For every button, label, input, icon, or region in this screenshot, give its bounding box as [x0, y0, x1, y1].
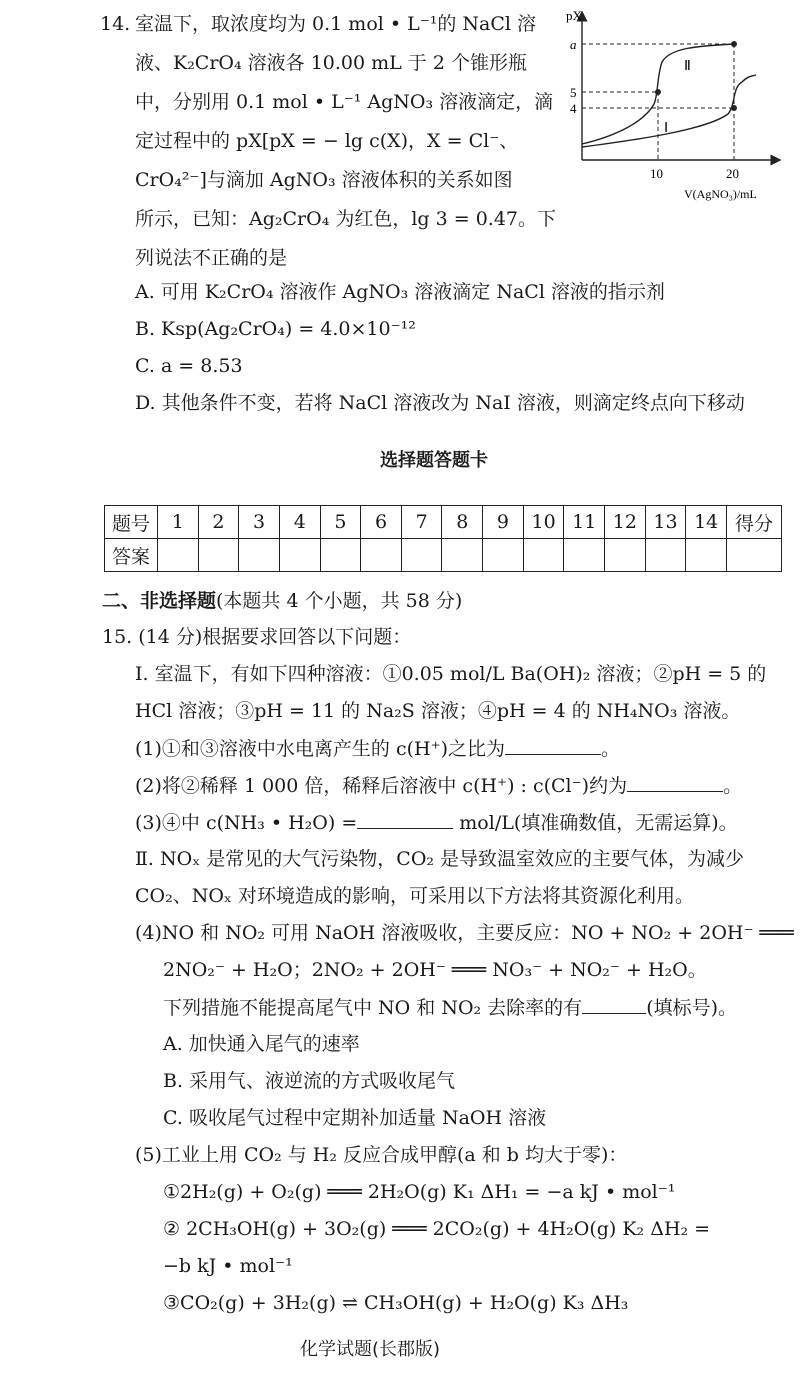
answer-cell-6[interactable] [361, 539, 402, 572]
q14-option-c: C. a = 8.53 [135, 355, 243, 377]
answer-cell-7[interactable] [401, 539, 442, 572]
answer-cell-12[interactable] [605, 539, 646, 572]
col-number-8: 8 [442, 506, 483, 539]
col-number-1: 1 [158, 506, 199, 539]
y-tick-4: 4 [570, 101, 577, 116]
row-header-number: 题号 [105, 506, 158, 539]
section2-heading-line [102, 589, 462, 613]
curve-label-ii: Ⅱ [684, 59, 691, 74]
titration-curve-graph [566, 4, 788, 204]
q15-sub4-line-3 [163, 995, 737, 1020]
q15-sub4-option-a: A. 加快通入尾气的速率 [163, 1033, 360, 1055]
answer-cell-14[interactable] [686, 539, 727, 572]
section2-note: (本题共 4 个小题，共 58 分) [216, 590, 463, 612]
q15-equation-2-line-2: −b kJ • mol⁻¹ [163, 1255, 293, 1277]
q15-sub2-text: (2)将②稀释 1 000 倍，稀释后溶液中 c(H⁺) : c(Cl⁻)约为 [135, 775, 628, 797]
q15-sub3-text: (3)④中 c(NH₃ • H₂O) = [135, 812, 358, 834]
q14-option-b: B. Ksp(Ag₂CrO₄) = 4.0×10⁻¹² [135, 318, 416, 340]
q14-number: 14. [100, 13, 131, 35]
q14-text-line-3: 中，分别用 0.1 mol • L⁻¹ AgNO₃ 溶液滴定，滴 [135, 91, 554, 113]
answer-cell-3[interactable] [239, 539, 280, 572]
x-tick-20: 20 [726, 166, 739, 181]
q15-sub3-end: mol/L(填准确数值，无需运算)。 [453, 812, 738, 834]
point-curve-i-equivalence [731, 105, 737, 111]
page-footer: 化学试题(长郡版) [300, 1339, 441, 1360]
q14-option-a: A. 可用 K₂CrO₄ 溶液作 AgNO₃ 溶液滴定 NaCl 溶液的指示剂 [135, 281, 665, 303]
q15-sub4-text: 下列措施不能提高尾气中 NO 和 NO₂ 去除率的有 [163, 997, 583, 1019]
score-cell[interactable] [727, 539, 782, 572]
answer-cell-2[interactable] [198, 539, 239, 572]
q15-part2-line-2: CO₂、NOₓ 对环境造成的影响，可采用以下方法将其资源化利用。 [135, 885, 695, 907]
q15-part1-line-1: Ⅰ. 室温下，有如下四种溶液：①0.05 mol/L Ba(OH)₂ 溶液；②pH = 5 的 [135, 663, 767, 685]
y-tick-5: 5 [570, 85, 577, 100]
q15-sub2-blank[interactable] [627, 773, 723, 792]
q14-text-line-1: 室温下，取浓度均为 0.1 mol • L⁻¹的 NaCl 溶 [135, 13, 537, 35]
q14-text-line-5: CrO₄²⁻]与滴加 AgNO₃ 溶液体积的关系如图 [135, 169, 513, 191]
answer-cell-1[interactable] [158, 539, 199, 572]
q15-header: 15. (14 分)根据要求回答以下问题： [102, 626, 412, 648]
q15-sub3-blank[interactable] [357, 810, 453, 829]
q14-option-d: D. 其他条件不变，若将 NaCl 溶液改为 NaI 溶液，则滴定终点向下移动 [135, 392, 745, 414]
q15-sub2 [135, 773, 742, 798]
answer-cell-4[interactable] [279, 539, 320, 572]
section2-heading: 二、非选择题 [102, 590, 217, 612]
q15-part1-line-2: HCl 溶液；③pH = 11 的 Na₂S 溶液；④pH = 4 的 NH₄NO₃ 溶液。 [135, 700, 741, 722]
q15-sub1 [135, 736, 620, 761]
q14-text-line-7: 列说法不正确的是 [135, 247, 288, 269]
answer-cell-11[interactable] [564, 539, 605, 572]
point-curve-ii-equivalence [655, 89, 661, 95]
q15-sub4-option-b: B. 采用气、液逆流的方式吸收尾气 [163, 1070, 456, 1092]
answer-cell-10[interactable] [523, 539, 564, 572]
col-number-9: 9 [483, 506, 524, 539]
q15-sub2-end: 。 [723, 775, 743, 797]
curve-label-i: Ⅰ [664, 121, 669, 136]
answer-cell-9[interactable] [483, 539, 524, 572]
q15-sub1-end: 。 [601, 738, 621, 760]
q15-sub1-text: (1)①和③溶液中水电离产生的 c(H⁺)之比为 [135, 738, 506, 760]
x-tick-10: 10 [650, 166, 663, 181]
q15-sub4-line-2: 2NO₂⁻ + H₂O；2NO₂ + 2OH⁻ ═══ NO₃⁻ + NO₂⁻ + H₂O。 [163, 959, 707, 981]
q15-sub4-option-c: C. 吸收尾气过程中定期补加适量 NaOH 溶液 [163, 1107, 547, 1129]
col-number-7: 7 [401, 506, 442, 539]
q15-sub3 [135, 810, 738, 835]
col-number-13: 13 [645, 506, 686, 539]
answer-row-answers [105, 539, 782, 572]
answer-card-table [104, 505, 782, 572]
col-number-6: 6 [361, 506, 402, 539]
answer-cell-8[interactable] [442, 539, 483, 572]
answer-card-title: 选择题答题卡 [380, 450, 488, 471]
answer-row-numbers [105, 506, 782, 539]
q15-sub4-line-1: (4)NO 和 NO₂ 可用 NaOH 溶液吸收，主要反应：NO + NO₂ + 2OH⁻ ═══ [135, 922, 794, 944]
q15-part2-line-1: Ⅱ. NOₓ 是常见的大气污染物，CO₂ 是导致温室效应的主要气体，为减少 [135, 848, 745, 870]
y-axis-label: pX [566, 8, 582, 23]
answer-cell-5[interactable] [320, 539, 361, 572]
q15-equation-1: ①2H₂(g) + O₂(g) ═══ 2H₂O(g) K₁ ΔH₁ = −a kJ • mol⁻¹ [163, 1181, 676, 1203]
q15-sub4-blank[interactable] [582, 995, 646, 1014]
col-number-12: 12 [605, 506, 646, 539]
col-number-14: 14 [686, 506, 727, 539]
score-header: 得分 [727, 506, 782, 539]
q15-sub5-intro: (5)工业上用 CO₂ 与 H₂ 反应合成甲醇(a 和 b 均大于零)： [135, 1144, 628, 1166]
col-number-5: 5 [320, 506, 361, 539]
y-tick-a: a [570, 37, 577, 52]
row-header-answer: 答案 [105, 539, 158, 572]
answer-cell-13[interactable] [645, 539, 686, 572]
col-number-11: 11 [564, 506, 605, 539]
col-number-4: 4 [279, 506, 320, 539]
q15-equation-2-line-1: ② 2CH₃OH(g) + 3O₂(g) ═══ 2CO₂(g) + 4H₂O(g) K₂ ΔH₂ = [163, 1218, 711, 1240]
q15-sub1-blank[interactable] [505, 736, 601, 755]
x-axis-label: V(AgNO₃)/mL [684, 187, 757, 201]
col-number-10: 10 [523, 506, 564, 539]
col-number-3: 3 [239, 506, 280, 539]
q15-sub4-end: (填标号)。 [646, 997, 738, 1019]
q14-text-line-2: 液、K₂CrO₄ 溶液各 10.00 mL 于 2 个锥形瓶 [135, 52, 527, 74]
col-number-2: 2 [198, 506, 239, 539]
q15-equation-3: ③CO₂(g) + 3H₂(g) ⇌ CH₃OH(g) + H₂O(g) K₃ ΔH₃ [163, 1292, 629, 1314]
q14-text-line-6: 所示，已知：Ag₂CrO₄ 为红色，lg 3 = 0.47。下 [135, 208, 557, 230]
q14-text-line-4: 定过程中的 pX[pX = − lg c(X)，X = Cl⁻、 [135, 130, 519, 152]
point-curve-ii-end [731, 41, 737, 47]
